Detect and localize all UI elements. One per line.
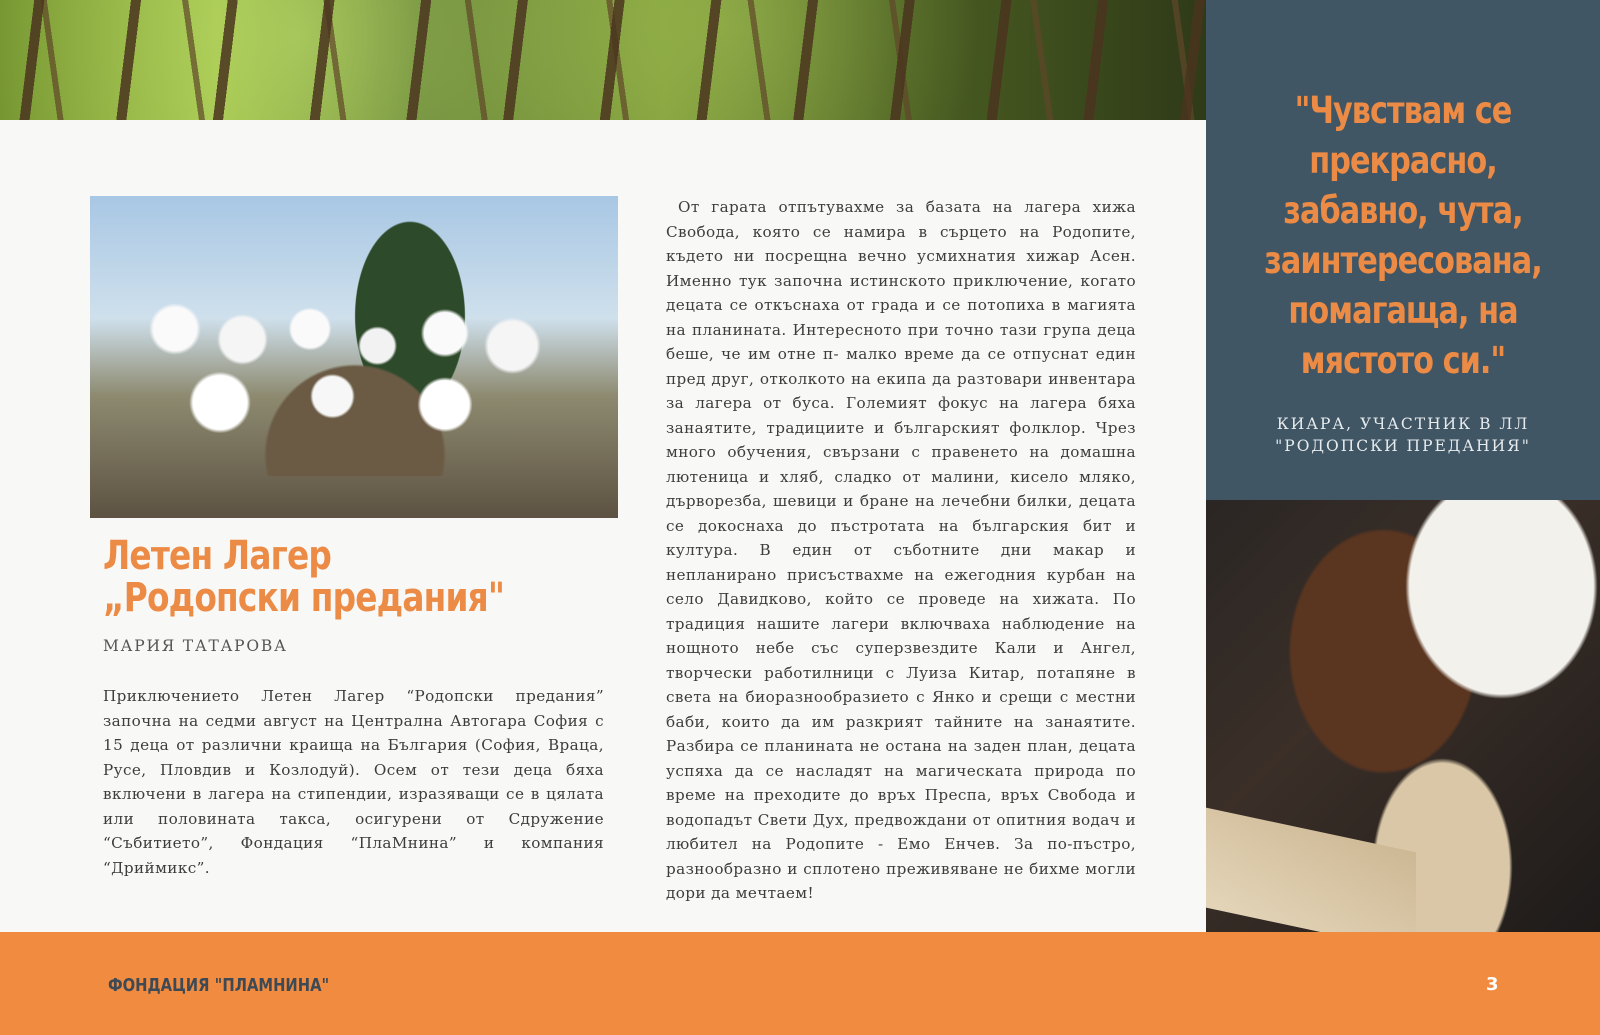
camp-group-photo (90, 196, 618, 518)
page-number: 3 (1486, 974, 1499, 995)
quote-attribution (1226, 413, 1580, 457)
article-body: От гарата отпътувахме за базата на лагера хижа Свобода, която се намира в сърцето на Родопите, където ни посрещна вечно усмихнатия хижар Асен. Именно тук започна истинското приключение, когато децата се откъснаха от града и се потопиха в магията на планината. Интересното при точно тази група деца беше, че им отне п- малко време да се отпуснат един пред друг, отколкото на екипа да разтовари инвентара за лагера от буса. Големият фокус на лагера бяха занаятите, традициите и българският фолклор. Чрез много обучения, свързани с правенето на домашна лютеница и хляб, сладко от малини, кисело мляко, дърворезба, шевици и бране на лечебни билки, децата се докоснаха до пъстротата на българския бит и култура. В един от съботните дни макар и непланирано присъствахме на ежегодния курбан на село Давидково, който се проведе на хижата. По традиция нашите лагери включваха наблюдение на нощното небе със суперзвездите Кали и Ангел, творчески работилници с Луиза Китар, потапяне в света на биоразнообразието с Янко и срещи с местни баби, които да им разкрият тайните на занаятите. Разбира се планината не остана на заден план, децата успяха да се насладят на магическата природа по време на преходите до връх Преспа, връх Свобода и водопадът Свети Дух, предвождани от опитния водач и любител на Родопите - Емо Енчев. За по-пъстро, разнообразно и сплотено преживяване не бихме могли дори да мечтаем! (666, 198, 1136, 902)
pull-quote: "Чувствам се прекрасно, забавно, чута, заинтересована, помагаща, на мястото си." (1264, 89, 1542, 382)
article-title (103, 535, 504, 619)
quote-attribution-line2: "РОДОПСКИ ПРЕДАНИЯ" (1275, 437, 1531, 455)
article-title-line1: Летен Лагер (103, 533, 332, 579)
quote-attribution-line1: КИАРА, УЧАСТНИК В ЛЛ (1276, 415, 1530, 433)
quote-panel (1206, 0, 1600, 500)
article-author: МАРИЯ ТАТАРОВА (103, 637, 288, 655)
woodburning-girl-photo (1206, 500, 1600, 932)
page-footer (0, 932, 1600, 1035)
forest-photo (0, 0, 1206, 120)
article-intro: Приключението Летен Лагер “Родопски предания” започна на седми август на Централна Автогара София с 15 деца от различни краища на България (София, Враца, Русе, Пловдив и Козлодуй). Осем от тези деца бяха включени в лагера на стипендии, изразяващи се в цялата или половината такса, осигурени от Сдружение “Събитието”, Фондация “ПлаМнина” и компания “Дриймикс”. (103, 687, 604, 877)
article-title-line2: „Родопски предания" (103, 575, 505, 621)
footer-organization: ФОНДАЦИЯ "ПЛАМНИНА" (108, 975, 330, 996)
